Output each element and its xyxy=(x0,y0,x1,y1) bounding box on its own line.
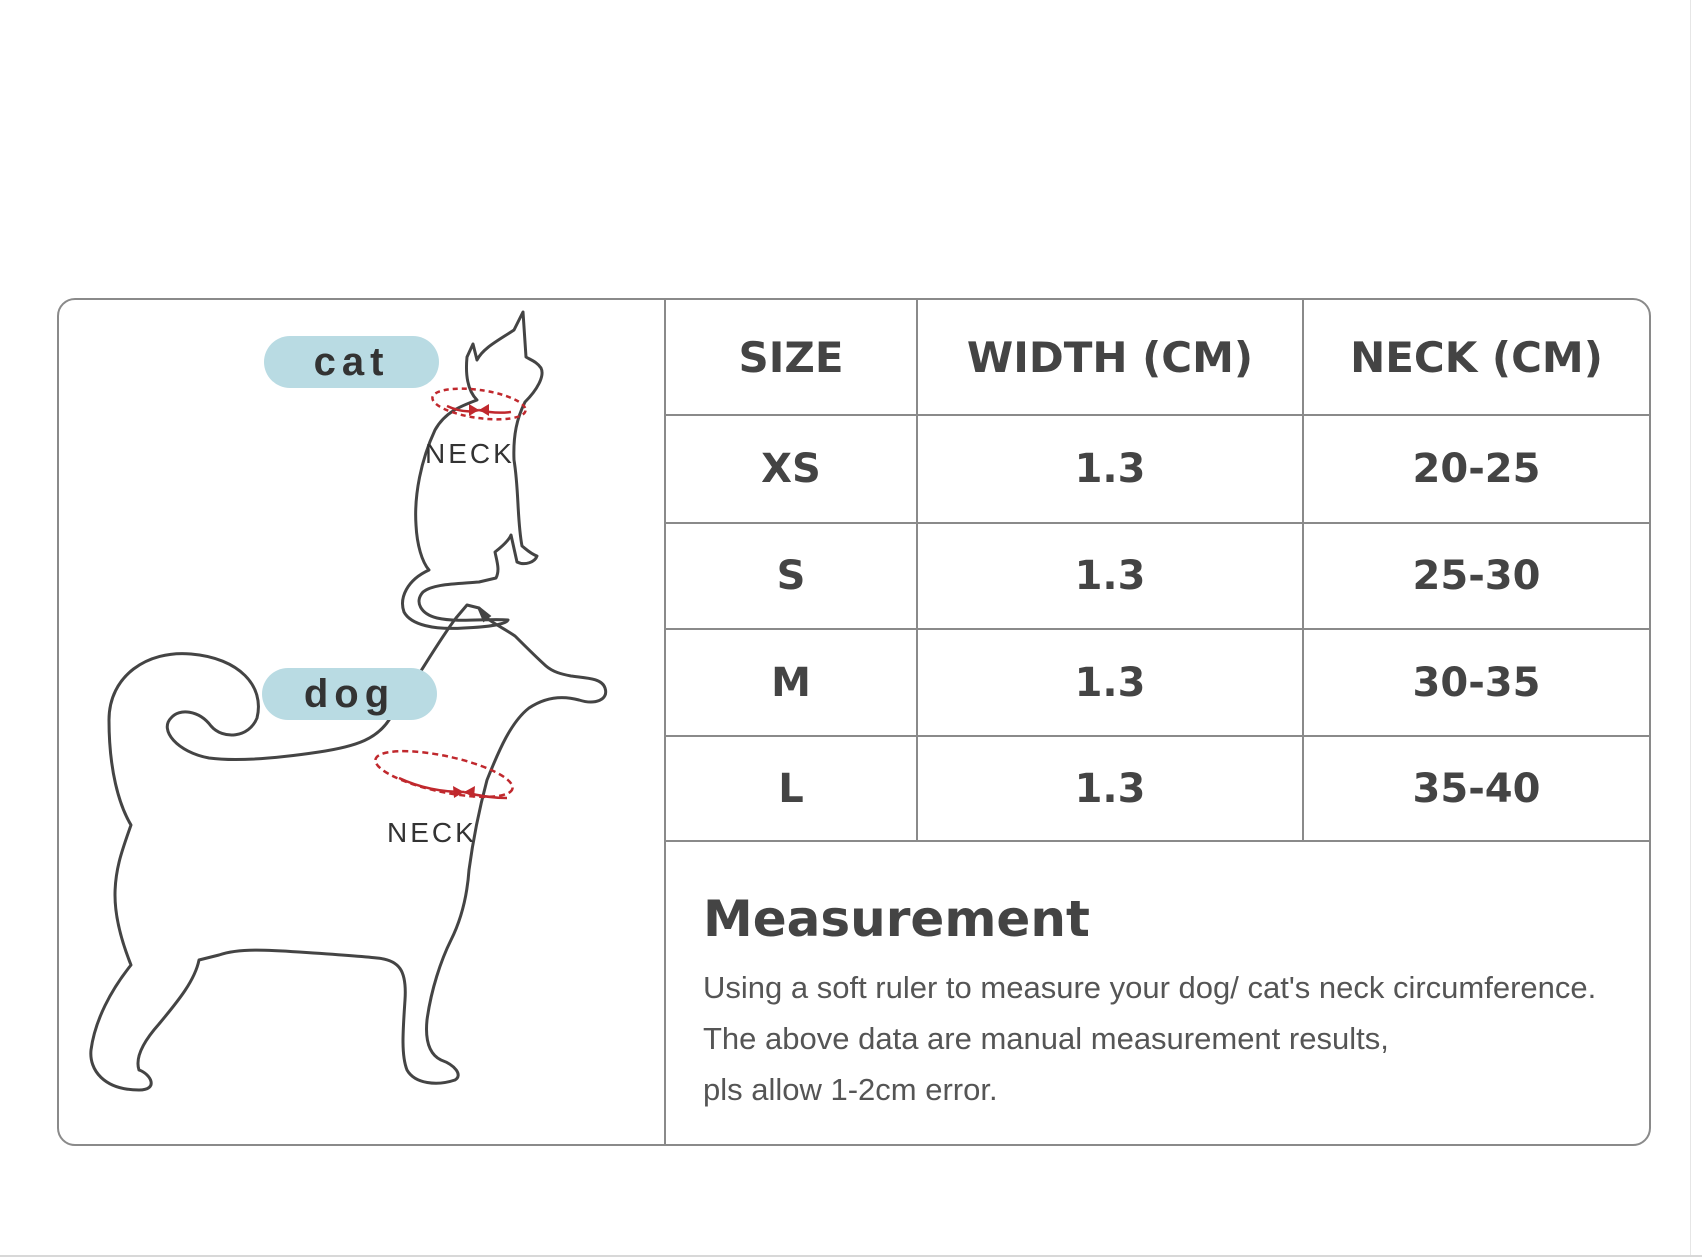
pet-illustration-panel xyxy=(59,300,666,1144)
size-table xyxy=(666,300,1649,842)
size-cell: XS xyxy=(666,415,917,523)
measurement-line: The above data are manual measurement results, xyxy=(703,1021,1389,1056)
neck-cell: 25-30 xyxy=(1303,523,1649,629)
width-cell: 1.3 xyxy=(917,629,1303,736)
header-width: WIDTH (CM) xyxy=(917,300,1303,415)
right-edge-line xyxy=(1690,0,1691,1257)
size-cell: L xyxy=(666,736,917,841)
table-header-row xyxy=(666,300,1649,415)
size-cell: M xyxy=(666,629,917,736)
cat-label-badge: cat xyxy=(264,336,439,388)
dog-label-badge: dog xyxy=(262,668,437,720)
pet-outlines-graphic xyxy=(59,300,666,1146)
neck-cell: 35-40 xyxy=(1303,736,1649,841)
dog-neck-label: NECK xyxy=(387,817,477,848)
width-cell: 1.3 xyxy=(917,736,1303,841)
size-chart-card xyxy=(57,298,1651,1146)
measurement-line: Using a soft ruler to measure your dog/ cat's neck circumference. xyxy=(703,970,1597,1005)
neck-cell: 20-25 xyxy=(1303,415,1649,523)
size-cell: S xyxy=(666,523,917,629)
table-row xyxy=(666,415,1649,523)
measurement-title: Measurement xyxy=(703,890,1090,948)
width-cell: 1.3 xyxy=(917,523,1303,629)
table-row xyxy=(666,523,1649,629)
measurement-notes xyxy=(703,890,1643,1115)
table-row xyxy=(666,629,1649,736)
table-row xyxy=(666,736,1649,841)
cat-neck-arrow xyxy=(447,406,511,413)
neck-cell: 30-35 xyxy=(1303,629,1649,736)
header-size: SIZE xyxy=(666,300,917,415)
cat-neck-label: NECK xyxy=(425,438,515,469)
width-cell: 1.3 xyxy=(917,415,1303,523)
measurement-line: pls allow 1-2cm error. xyxy=(703,1072,998,1107)
header-neck: NECK (CM) xyxy=(1303,300,1649,415)
